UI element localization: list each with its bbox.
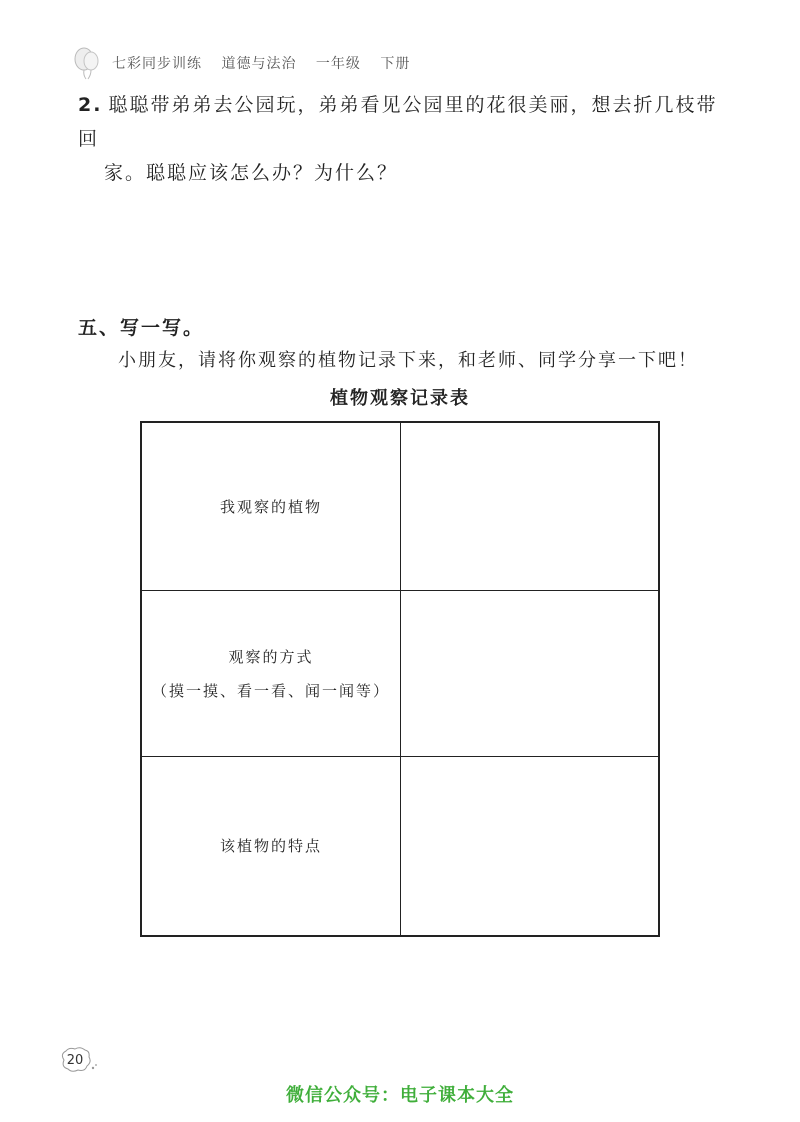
question-2-line2: 家。聪聪应该怎么办？为什么？ (104, 162, 399, 184)
footer-watermark: 微信公众号：电子课本大全 (286, 1085, 514, 1106)
table-row-label-features (142, 757, 401, 935)
table-row-label-plant (142, 423, 401, 591)
answer-cell-features[interactable] (401, 757, 658, 935)
question-2-line1: 聪聪带弟弟去公园玩，弟弟看见公园里的花很美丽，想去折几枝带回 (78, 94, 718, 150)
row-sublabel: （摸一摸、看一看、闻一闻等） (151, 681, 390, 700)
plant-observation-table (140, 421, 660, 937)
page-number: 20 (66, 1052, 84, 1068)
header-subject: 道德与法治 (221, 56, 297, 72)
header-grade: 一年级 (315, 56, 361, 72)
section-5-instruction: 小朋友，请将你观察的植物记录下来，和老师、同学分享一下吧！ (118, 350, 698, 371)
question-2-number: 2. (78, 94, 103, 116)
section-5-title: 五、写一写。 (78, 317, 205, 339)
row-label: 该植物的特点 (219, 837, 322, 855)
header-series: 七彩同步训练 (112, 56, 202, 72)
table-title: 植物观察记录表 (330, 388, 470, 409)
answer-cell-plant[interactable] (401, 423, 658, 591)
question-2 (78, 88, 738, 190)
page-header (70, 46, 424, 80)
table-row-label-method (142, 591, 401, 757)
page-number-badge (58, 1046, 98, 1074)
header-volume: 下册 (380, 56, 411, 72)
row-label: 观察的方式 (228, 647, 314, 666)
answer-cell-method[interactable] (401, 591, 658, 757)
balloon-icon (70, 46, 104, 80)
row-label: 我观察的植物 (219, 497, 322, 516)
